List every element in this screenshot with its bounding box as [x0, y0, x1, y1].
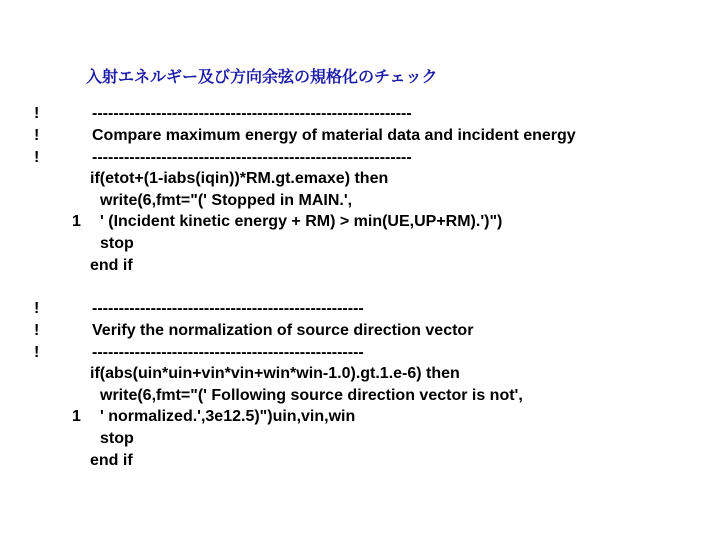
comment-marker: ! — [34, 300, 40, 317]
comment-marker: ! — [34, 344, 40, 361]
code-write-line: write(6,fmt="(' Following source direction vector is not', — [100, 387, 523, 404]
comment-marker: ! — [34, 105, 40, 122]
code-continuation-line: ' (Incident kinetic energy + RM) > min(UE,UP+RM).')") — [100, 213, 503, 230]
comment-marker: ! — [34, 149, 40, 166]
comment-text: Compare maximum energy of material data and incident energy — [92, 127, 576, 144]
comment-divider: --------------------------------------------------- — [92, 344, 364, 361]
code-endif-line: end if — [90, 452, 133, 469]
comment-marker: ! — [34, 127, 40, 144]
comment-marker: ! — [34, 322, 40, 339]
code-continuation-line: ' normalized.',3e12.5)")uin,vin,win — [100, 408, 356, 425]
code-if-line: if(abs(uin*uin+vin*vin+win*win-1.0).gt.1.e-6) then — [90, 365, 460, 382]
code-write-line: write(6,fmt="(' Stopped in MAIN.', — [100, 192, 353, 209]
comment-divider: ------------------------------------------------------------ — [92, 105, 412, 122]
comment-divider: ------------------------------------------------------------ — [92, 149, 412, 166]
code-endif-line: end if — [90, 257, 133, 274]
code-stop-line: stop — [100, 235, 134, 252]
continuation-marker: 1 — [72, 213, 81, 230]
code-if-line: if(etot+(1-iabs(iqin))*RM.gt.emaxe) then — [90, 170, 389, 187]
comment-divider: --------------------------------------------------- — [92, 300, 364, 317]
continuation-marker: 1 — [72, 408, 81, 425]
page-title: 入射エネルギー及び方向余弦の規格化のチェック — [86, 69, 438, 86]
comment-text: Verify the normalization of source direction vector — [92, 322, 474, 339]
code-stop-line: stop — [100, 430, 134, 447]
